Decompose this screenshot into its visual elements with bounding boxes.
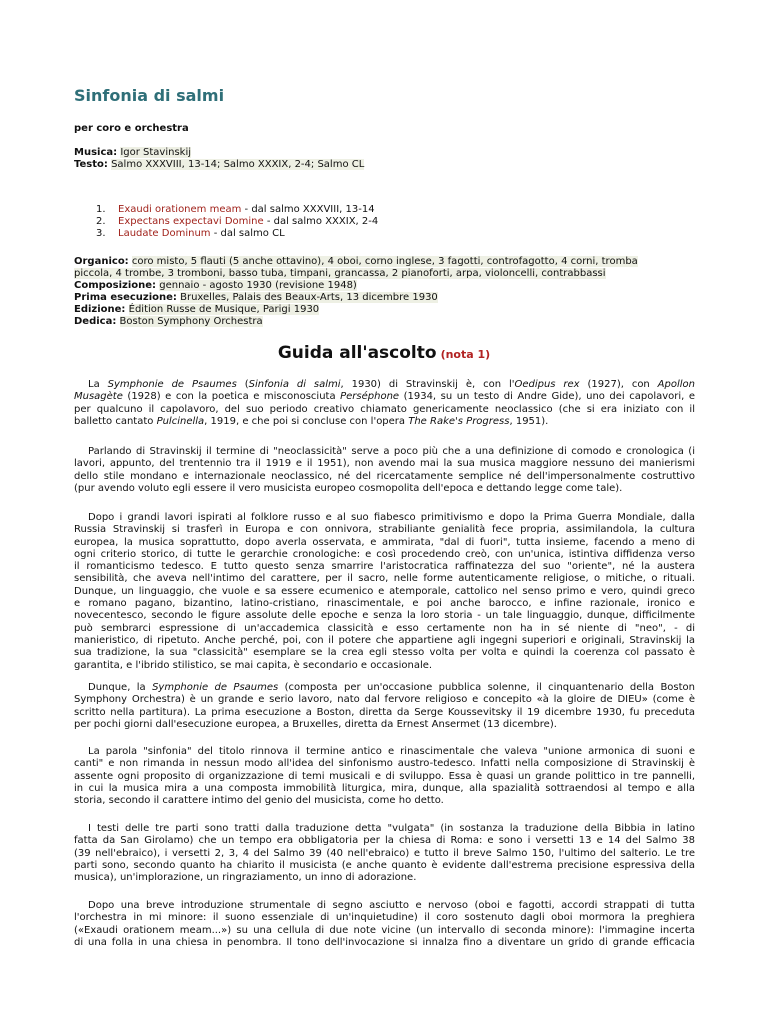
composizione-label: Composizione: [74,280,157,291]
testo-label: Testo: [74,159,108,170]
paragraph [74,746,695,807]
paragraph [74,682,695,731]
movement-link[interactable]: Laudate Dominum [118,228,211,239]
paragraph-line: può sembrarci espressione di un'accademica classicità e esso certamente non ha in sé niente di "neo", - di [74,622,695,634]
paragraph-line: Symphony Orchestra) è un grande e serio lavoro, nato dal fervore religioso e concepito «à la gloire de DIEU» (come è [74,694,695,706]
guide-heading [0,343,768,363]
paragraph-line: dello stile mondano e internazionale neoclassico, né del ricercatamente semplice né dell'impersonalmente costruttivo [74,470,695,482]
musica-line [74,147,191,159]
paragraph-line: Dopo i grandi lavori ispirati al folklore russo e al suo fiabesco primitivismo e dopo la Prima Guerra Mondiale, dalla [88,512,695,523]
paragraph-line: di una folla in una chiesa in penombra. Il tono dell'invocazione si innalza fino a diventare un grido di grande efficacia [74,936,695,948]
paragraph-line: La parola "sinfonia" del titolo rinnova il termine antico e rinascimentale che valeva "unione armonica di suoni e [88,746,695,757]
prima-value: Bruxelles, Palais des Beaux-Arts, 13 dicembre 1930 [180,292,438,303]
testo-value: Salmo XXXVIII, 13-14; Salmo XXXIX, 2-4; Salmo CL [111,159,365,170]
paragraph-line: musica), un'implorazione, un ringraziamento, un inno di adorazione. [74,872,417,884]
paragraph-line: Parlando di Stravinskij il termine di "neoclassicità" serve a poco più che a una definizione di comodo e cronologica (i [88,446,695,457]
movement-link[interactable]: Expectans expectavi Domine [118,216,264,227]
paragraph-line: («Exaudi orationem meam...») su una cellula di due note vicine (un intervallo di seconda minore): l'immagine incerta [74,924,695,936]
paragraph-line: canti" e non rimanda in nessun modo all'idea del sinfonismo austro-tedesco. Infatti nella composizione di Stravinskij è [74,758,695,770]
movement-number: 3. [96,228,106,239]
composizione-value: gennaio - agosto 1930 (revisione 1948) [159,280,357,291]
organico-value-2: piccola, 4 trombe, 3 tromboni, basso tuba, timpani, grancassa, 2 pianoforti, arpa, violoncelli, contrabbassi [74,268,606,279]
paragraph-line: e romano pagano, bizantino, latino-cristiano, rinascimentale, e poi anche barocco, e infine razionale, ironico e [74,598,695,610]
composizione-line [74,280,694,292]
paragraph-line: assente ogni proposito di organizzazione di temi musicali e di sviluppo. Essa è quasi un grande polittico in tre pannelli, [74,770,695,782]
paragraph-line: fatta da San Girolamo) che un tempo era obbligatoria per la chiesa di Roma: e sono i versetti 13 e 14 del Salmo 38 [74,835,695,847]
page-title: Sinfonia di salmi [74,86,225,105]
paragraph [74,446,695,495]
paragraph-line: l'orchestra in mi minore: il suono essenziale di un'inquietudine) il coro sostenuto dagli oboi mormora la preghiera [74,912,695,924]
movement-number: 2. [96,216,106,227]
movement-description: - dal salmo XXXVIII, 13-14 [241,204,375,215]
movements-list [96,204,378,240]
movement-link[interactable]: Exaudi orationem meam [118,204,242,215]
organico-line-2 [74,268,694,280]
paragraph-line: (pur avendo voluto egli essere il vero musicista europeo cosmopolita dell'epoca e dettando legge come tale). [74,482,623,494]
dedica-line [74,316,694,328]
paragraph-line: I testi delle tre parti sono tratti dalla traduzione detta "vulgata" (in sostanza la traduzione della Bibbia in latino [88,823,695,834]
paragraph-line: lavori, appunto, del trentennio tra il 1919 e il 1951), non avendo mai la sua musica maggiore nessuno dei manierismi [74,458,695,470]
paragraph-line: il romanticismo tedesco. E tutto questo senza smarrire l'aristocratica raffinatezza del suo "oriente", né la austera [74,561,695,573]
paragraph [74,512,695,672]
paragraph-line: novecentesco, secondo le figure assolute delle epoche e senza la loro storia - un tale linguaggio, dunque, difficilmente [74,610,695,622]
musica-label: Musica: [74,147,118,158]
paragraph-line: sensibilità, che aveva nell'intimo del carattere, per il sacro, nelle forme autenticamente religiose, o mitiche, o rituali. [74,573,695,585]
paragraph-line: Dunque, un linguaggio, che vuole e sa essere ecumenico e atemporale, cattolico nel senso primo e vero, quindi greco [74,585,695,597]
musica-value: Igor Stavinskij [120,147,192,158]
paragraph-line: ogni criterio storico, di tutte le gerarchie cronologiche: e così procedendo creò, con un'unica, istintiva diffidenza verso [74,548,695,560]
paragraph-line: europea, la musica soprattutto, dopo averla osservata, e ammirata, "dal di fuori", tutta insieme, facendo a meno di [74,536,695,548]
paragraph-line: Dopo una breve introduzione strumentale di segno asciutto e nervoso (oboi e fagotti, accordi strappati di tutta [88,900,695,911]
paragraph [74,900,695,949]
edizione-label: Edizione: [74,304,126,315]
paragraph-line: scritto nella partitura). La prima esecuzione a Boston, diretta da Serge Koussevitsky il 19 dicembre 1930, fu preceduta [74,706,695,718]
paragraph-line: parti sono, secondo quanto ha chiarito il musicista (e anche quanto è evidente dall'estrema precisione espressiva della [74,859,695,871]
paragraph-line: Musagète (1928) e con la poetica e misconosciuta Perséphone (1934, su un testo di Andre Gide), uno dei capolavori, e [74,391,696,403]
paragraph-line: in cui la musica mira a una composta immobilità liturgica, mira, dunque, alla spazialità sottraendosi al tempo e alla [74,782,695,794]
work-info [74,256,694,328]
paragraph-line: La Symphonie de Psaumes (Sinfonia di salmi, 1930) di Stravinskij è, con l'Oedipus rex (1927), con Apollon [88,379,695,390]
paragraph-line: (39 nell'ebraico), i versetti 2, 3, 4 del Salmo 39 (40 nell'ebraico) e tutto il breve Salmo 150, l'ultimo del salterio. Le tre [74,847,695,859]
paragraph-line: garantita, e l'ibrido stilistico, se mai capita, è secondario e occasionale. [74,659,433,671]
prima-line [74,292,694,304]
edizione-line [74,304,694,316]
organico-label: Organico: [74,256,129,267]
guide-title: Guida all'ascolto [277,343,437,363]
dedica-label: Dedica: [74,316,117,327]
movement-item [96,228,378,240]
paragraph-line: Dunque, la Symphonie de Psaumes (composta per un'occasione pubblica solenne, il cinquantenario della Boston [88,682,696,693]
footnote-link[interactable]: (nota 1) [440,348,491,361]
paragraph-line: storia, secondo il carattere intimo del genio del musicista, come ho detto. [74,795,444,807]
paragraph-line: Russia Stravinskij si trasferì in Europa e con onnivora, strabiliante genialità fece propria, assimilandola, la cultura [74,524,695,536]
paragraph [74,823,695,884]
testo-line [74,159,364,171]
movement-item [96,204,378,216]
paragraph-line: sua tradizione, la sua "classicità" esemplare se la crea egli stesso volta per volta e quindi la coerenza col passato è [74,647,695,659]
paragraph-line: per pochi giorni dall'esecuzione europea, a Bruxelles, diretta da Ernest Ansermet (13 dicembre). [74,718,557,730]
paragraph [74,379,695,428]
paragraph-line: manieristico, di ripetuto. Anche perché, poi, con il potere che appartiene agli ingegni superiori e originali, Stravinskij la [74,634,695,646]
dedica-value: Boston Symphony Orchestra [119,316,263,327]
prima-label: Prima esecuzione: [74,292,177,303]
organico-line [74,256,694,268]
movement-description: - dal salmo CL [210,228,285,239]
movement-description: - dal salmo XXXIX, 2-4 [263,216,379,227]
movement-item [96,216,378,228]
organico-value: coro misto, 5 flauti (5 anche ottavino), 4 oboi, corno inglese, 3 fagotti, controfagotto, 4 corni, tromba [131,256,638,267]
movement-number: 1. [96,204,106,215]
paragraph-line: per qualcuno il capolavoro, del suo periodo creativo chiamato genericamente neoclassico (che si era iniziato con il [74,403,695,415]
paragraph-line: balletto cantato Pulcinella, 1919, e che poi si concluse con l'opera The Rake's Progress, 1951). [74,415,549,427]
page-subtitle: per coro e orchestra [74,123,189,134]
edizione-value: Édition Russe de Musique, Parigi 1930 [128,304,320,315]
